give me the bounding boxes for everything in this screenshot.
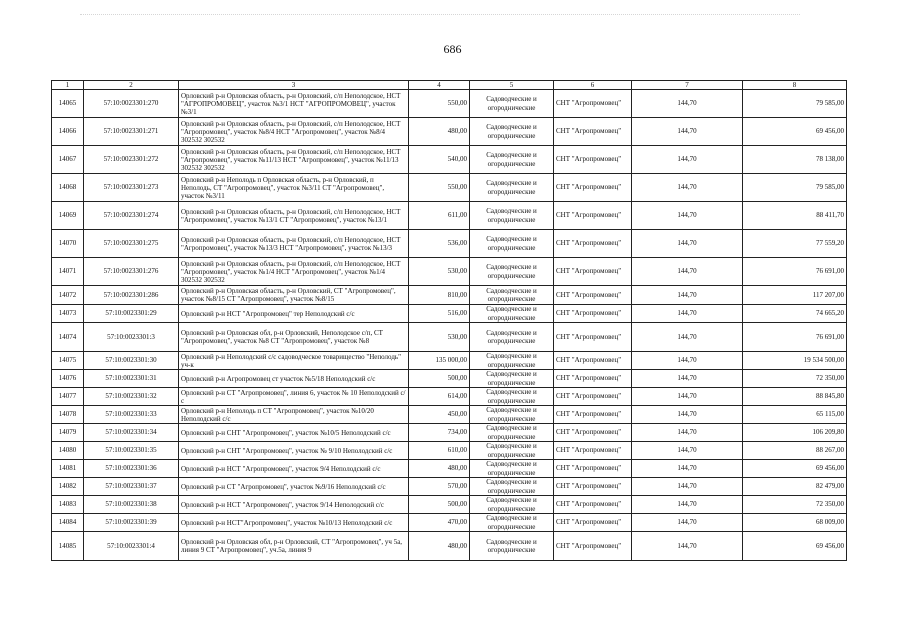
owner: СНТ "Агропромовец"	[554, 496, 632, 514]
cadastral-number: 57:10:0023301:36	[84, 460, 179, 478]
header-row	[52, 81, 847, 90]
unit-rate: 144,70	[632, 174, 743, 202]
cadastral-number: 57:10:0023301:274	[84, 202, 179, 230]
cadastral-number: 57:10:0023301:34	[84, 424, 179, 442]
unit-rate: 144,70	[632, 258, 743, 286]
table-row	[52, 286, 847, 305]
record-number: 14075	[52, 352, 84, 370]
land-use: Садоводческие и огороднические	[470, 146, 554, 174]
area: 450,00	[409, 406, 470, 424]
record-number: 14072	[52, 286, 84, 305]
owner: СНТ "Агропромовец"	[554, 460, 632, 478]
unit-rate: 144,70	[632, 90, 743, 118]
cadastral-value: 72 350,00	[743, 370, 847, 388]
column-header: 2	[84, 81, 179, 90]
record-number: 14070	[52, 230, 84, 258]
owner: СНТ "Агропромовец"	[554, 174, 632, 202]
land-use: Садоводческие и огороднические	[470, 258, 554, 286]
address: Орловский р-н НСТ "Агропромовец", участок 9/4 Неполодский с/с	[179, 460, 409, 478]
unit-rate: 144,70	[632, 305, 743, 323]
owner: СНТ "Агропромовец"	[554, 478, 632, 496]
area: 500,00	[409, 370, 470, 388]
table-row	[52, 460, 847, 478]
record-number: 14066	[52, 118, 84, 146]
record-number: 14077	[52, 388, 84, 406]
record-number: 14085	[52, 532, 84, 561]
table-row	[52, 442, 847, 460]
unit-rate: 144,70	[632, 323, 743, 352]
address: Орловский р-н Агропромовец ст участок №5/18 Неполодский с/с	[179, 370, 409, 388]
land-use: Садоводческие и огороднические	[470, 352, 554, 370]
area: 470,00	[409, 514, 470, 532]
cadastral-number: 57:10:0023301:273	[84, 174, 179, 202]
cadastral-number: 57:10:0023301:38	[84, 496, 179, 514]
land-use: Садоводческие и огороднические	[470, 514, 554, 532]
address: Орловский р-н Орловская область, р-н Орловский, с/п Неполодское, НСТ "Агропромовец", участок №1/4 НСТ "Агропромовец", участок №1/4 302532 302532	[179, 258, 409, 286]
unit-rate: 144,70	[632, 202, 743, 230]
address: Орловский р-н СТ "Агропромовец", линия 6, участок № 10 Неполодский с/с	[179, 388, 409, 406]
cadastral-number: 57:10:0023301:37	[84, 478, 179, 496]
area: 570,00	[409, 478, 470, 496]
unit-rate: 144,70	[632, 478, 743, 496]
table-row	[52, 90, 847, 118]
cadastral-number: 57:10:0023301:270	[84, 90, 179, 118]
address: Орловский р-н Неполодь п Орловская область, р-н Орловский, п Неполодь, СТ "Агропромовец", участок №3/11 СТ "Агропромовец", участок №3/11	[179, 174, 409, 202]
owner: СНТ "Агропромовец"	[554, 258, 632, 286]
area: 810,00	[409, 286, 470, 305]
cadastral-value: 79 585,00	[743, 90, 847, 118]
table-row	[52, 370, 847, 388]
land-use: Садоводческие и огороднические	[470, 388, 554, 406]
cadastral-value: 117 207,00	[743, 286, 847, 305]
cadastral-number: 57:10:0023301:31	[84, 370, 179, 388]
record-number: 14078	[52, 406, 84, 424]
cadastral-number: 57:10:0023301:29	[84, 305, 179, 323]
cadastral-value: 79 585,00	[743, 174, 847, 202]
address: Орловский р-н Орловская обл, р-н Орловский, Неполодское с/п, СТ "Агропромовец", участок №8 СТ "Агропромовец", участок №8	[179, 323, 409, 352]
page-number: 686	[443, 42, 462, 56]
area: 530,00	[409, 258, 470, 286]
land-use: Садоводческие и огороднические	[470, 118, 554, 146]
cadastral-value: 88 845,80	[743, 388, 847, 406]
area: 530,00	[409, 323, 470, 352]
cadastral-value: 78 138,00	[743, 146, 847, 174]
record-number: 14082	[52, 478, 84, 496]
area: 536,00	[409, 230, 470, 258]
owner: СНТ "Агропромовец"	[554, 323, 632, 352]
record-number: 14074	[52, 323, 84, 352]
land-use: Садоводческие и огороднические	[470, 478, 554, 496]
unit-rate: 144,70	[632, 514, 743, 532]
record-number: 14084	[52, 514, 84, 532]
cadastral-value: 77 559,20	[743, 230, 847, 258]
record-number: 14076	[52, 370, 84, 388]
unit-rate: 144,70	[632, 118, 743, 146]
address: Орловский р-н НСТ"Агропромовец", участок №10/13 Неполодский с/с	[179, 514, 409, 532]
table-row	[52, 478, 847, 496]
cadastral-value: 68 009,00	[743, 514, 847, 532]
cadastral-value: 65 115,00	[743, 406, 847, 424]
record-number: 14083	[52, 496, 84, 514]
address: Орловский р-н Орловская область, р-н Орловский, с/п Неполодское, НСТ "АГРОПРОМОВЕЦ", участок №3/1 НСТ "АГРОПРОМОВЕЦ", участок №3/1	[179, 90, 409, 118]
cadastral-number: 57:10:0023301:39	[84, 514, 179, 532]
owner: СНТ "Агропромовец"	[554, 388, 632, 406]
table-row	[52, 118, 847, 146]
unit-rate: 144,70	[632, 496, 743, 514]
cadastral-number: 57:10:0023301:272	[84, 146, 179, 174]
cadastral-value: 82 479,00	[743, 478, 847, 496]
area: 135 000,00	[409, 352, 470, 370]
owner: СНТ "Агропромовец"	[554, 118, 632, 146]
cadastral-number: 57:10:0023301:3	[84, 323, 179, 352]
unit-rate: 144,70	[632, 442, 743, 460]
land-use: Садоводческие и огороднические	[470, 406, 554, 424]
address: Орловский р-н Неполодь п СТ "Агропромовец", участок №10/20 Неполодский с/с	[179, 406, 409, 424]
table-row	[52, 146, 847, 174]
area: 480,00	[409, 532, 470, 561]
address: Орловский р-н Орловская обл, р-н Орловский, СТ "Агропромовец", уч 5а, линия 9 СТ "Агропромовец", уч.5а, линия 9	[179, 532, 409, 561]
cadastral-value: 76 691,00	[743, 258, 847, 286]
cadastral-value: 69 456,00	[743, 532, 847, 561]
area: 540,00	[409, 146, 470, 174]
owner: СНТ "Агропромовец"	[554, 514, 632, 532]
cadastral-number: 57:10:0023301:30	[84, 352, 179, 370]
cadastral-number: 57:10:0023301:276	[84, 258, 179, 286]
cadastral-number: 57:10:0023301:286	[84, 286, 179, 305]
area: 500,00	[409, 496, 470, 514]
table-row	[52, 305, 847, 323]
cadastral-number: 57:10:0023301:271	[84, 118, 179, 146]
column-header: 4	[409, 81, 470, 90]
owner: СНТ "Агропромовец"	[554, 230, 632, 258]
column-header: 7	[632, 81, 743, 90]
table-body	[52, 90, 847, 561]
table-row	[52, 230, 847, 258]
unit-rate: 144,70	[632, 286, 743, 305]
unit-rate: 144,70	[632, 370, 743, 388]
area: 550,00	[409, 90, 470, 118]
table-row	[52, 496, 847, 514]
address: Орловский р-н Орловская область, р-н Орловский, с/п Неполодское, НСТ "Агропромовец", участок №11/13 НСТ "Агропромовец", участок №11/13 302532 302532	[179, 146, 409, 174]
cadastral-value: 19 534 500,00	[743, 352, 847, 370]
area: 480,00	[409, 460, 470, 478]
unit-rate: 144,70	[632, 406, 743, 424]
owner: СНТ "Агропромовец"	[554, 442, 632, 460]
table-row	[52, 406, 847, 424]
unit-rate: 144,70	[632, 230, 743, 258]
scan-artifact-line	[80, 14, 800, 19]
owner: СНТ "Агропромовец"	[554, 532, 632, 561]
owner: СНТ "Агропромовец"	[554, 146, 632, 174]
owner: СНТ "Агропромовец"	[554, 286, 632, 305]
table-row	[52, 202, 847, 230]
land-use: Садоводческие и огороднические	[470, 496, 554, 514]
record-number: 14071	[52, 258, 84, 286]
table-row	[52, 424, 847, 442]
area: 516,00	[409, 305, 470, 323]
record-number: 14068	[52, 174, 84, 202]
column-header: 3	[179, 81, 409, 90]
table-row	[52, 388, 847, 406]
cadastral-value: 69 456,00	[743, 460, 847, 478]
record-number: 14069	[52, 202, 84, 230]
address: Орловский р-н Орловская область, р-н Орловский, с/п Неполодское, НСТ "Агропромовец", участок №13/1 СТ "Агропромовец", участок №13/1	[179, 202, 409, 230]
column-header: 6	[554, 81, 632, 90]
cadastral-value: 88 267,00	[743, 442, 847, 460]
area: 610,00	[409, 442, 470, 460]
cadastral-number: 57:10:0023301:35	[84, 442, 179, 460]
address: Орловский р-н Неполодский с/с садоводческое товарищество "Неполодь" уч-к	[179, 352, 409, 370]
owner: СНТ "Агропромовец"	[554, 424, 632, 442]
cadastral-number: 57:10:0023301:32	[84, 388, 179, 406]
area: 480,00	[409, 118, 470, 146]
unit-rate: 144,70	[632, 532, 743, 561]
land-registry-table	[51, 80, 847, 561]
column-header: 5	[470, 81, 554, 90]
land-use: Садоводческие и огороднические	[470, 323, 554, 352]
cadastral-value: 76 691,00	[743, 323, 847, 352]
column-header: 1	[52, 81, 84, 90]
land-use: Садоводческие и огороднические	[470, 370, 554, 388]
cadastral-value: 69 456,00	[743, 118, 847, 146]
area: 734,00	[409, 424, 470, 442]
land-use: Садоводческие и огороднические	[470, 532, 554, 561]
record-number: 14073	[52, 305, 84, 323]
unit-rate: 144,70	[632, 388, 743, 406]
table-row	[52, 323, 847, 352]
cadastral-number: 57:10:0023301:4	[84, 532, 179, 561]
area: 550,00	[409, 174, 470, 202]
table-row	[52, 352, 847, 370]
unit-rate: 144,70	[632, 146, 743, 174]
address: Орловский р-н НСТ "Агропромовец", участок 9/14 Неполодский с/с	[179, 496, 409, 514]
address: Орловский р-н СНТ "Агропромовец", участок № 9/10 Неполодский с/с	[179, 442, 409, 460]
table-row	[52, 532, 847, 561]
address: Орловский р-н НСТ "Агропромовец" тер Неполодский с/с	[179, 305, 409, 323]
record-number: 14081	[52, 460, 84, 478]
address: Орловский р-н Орловская область, р-н Орловский, с/п Неполодское, НСТ "Агропромовец", участок №8/4 НСТ "Агропромовец", участок №8/4 302532 302532	[179, 118, 409, 146]
owner: СНТ "Агропромовец"	[554, 90, 632, 118]
record-number: 14065	[52, 90, 84, 118]
table-row	[52, 258, 847, 286]
owner: СНТ "Агропромовец"	[554, 352, 632, 370]
address: Орловский р-н СНТ "Агропромовец", участок №10/5 Неполодский с/с	[179, 424, 409, 442]
land-use: Садоводческие и огороднические	[470, 230, 554, 258]
cadastral-value: 88 411,70	[743, 202, 847, 230]
unit-rate: 144,70	[632, 460, 743, 478]
land-use: Садоводческие и огороднические	[470, 460, 554, 478]
unit-rate: 144,70	[632, 352, 743, 370]
cadastral-number: 57:10:0023301:275	[84, 230, 179, 258]
record-number: 14080	[52, 442, 84, 460]
land-use: Садоводческие и огороднические	[470, 286, 554, 305]
record-number: 14079	[52, 424, 84, 442]
table-row	[52, 514, 847, 532]
column-header: 8	[743, 81, 847, 90]
cadastral-value: 72 350,00	[743, 496, 847, 514]
cadastral-value: 74 665,20	[743, 305, 847, 323]
address: Орловский р-н Орловская область, р-н Орловский, СТ "Агропромовец", участок №8/15 СТ "Агропромовец", участок №8/15	[179, 286, 409, 305]
owner: СНТ "Агропромовец"	[554, 370, 632, 388]
land-use: Садоводческие и огороднические	[470, 442, 554, 460]
owner: СНТ "Агропромовец"	[554, 202, 632, 230]
cadastral-number: 57:10:0023301:33	[84, 406, 179, 424]
address: Орловский р-н Орловская область, р-н Орловский, с/п Неполодское, НСТ "Агропромовец", участок №13/3 НСТ "Агропромовец", участок №13/3	[179, 230, 409, 258]
owner: СНТ "Агропромовец"	[554, 406, 632, 424]
address: Орловский р-н СТ "Агропромовец", участок №9/16 Неполодский с/с	[179, 478, 409, 496]
owner: СНТ "Агропромовец"	[554, 305, 632, 323]
unit-rate: 144,70	[632, 424, 743, 442]
land-use: Садоводческие и огороднические	[470, 90, 554, 118]
table-row	[52, 174, 847, 202]
record-number: 14067	[52, 146, 84, 174]
cadastral-value: 106 209,80	[743, 424, 847, 442]
land-use: Садоводческие и огороднические	[470, 305, 554, 323]
land-use: Садоводческие и огороднические	[470, 202, 554, 230]
area: 614,00	[409, 388, 470, 406]
land-use: Садоводческие и огороднические	[470, 174, 554, 202]
land-use: Садоводческие и огороднические	[470, 424, 554, 442]
area: 611,00	[409, 202, 470, 230]
